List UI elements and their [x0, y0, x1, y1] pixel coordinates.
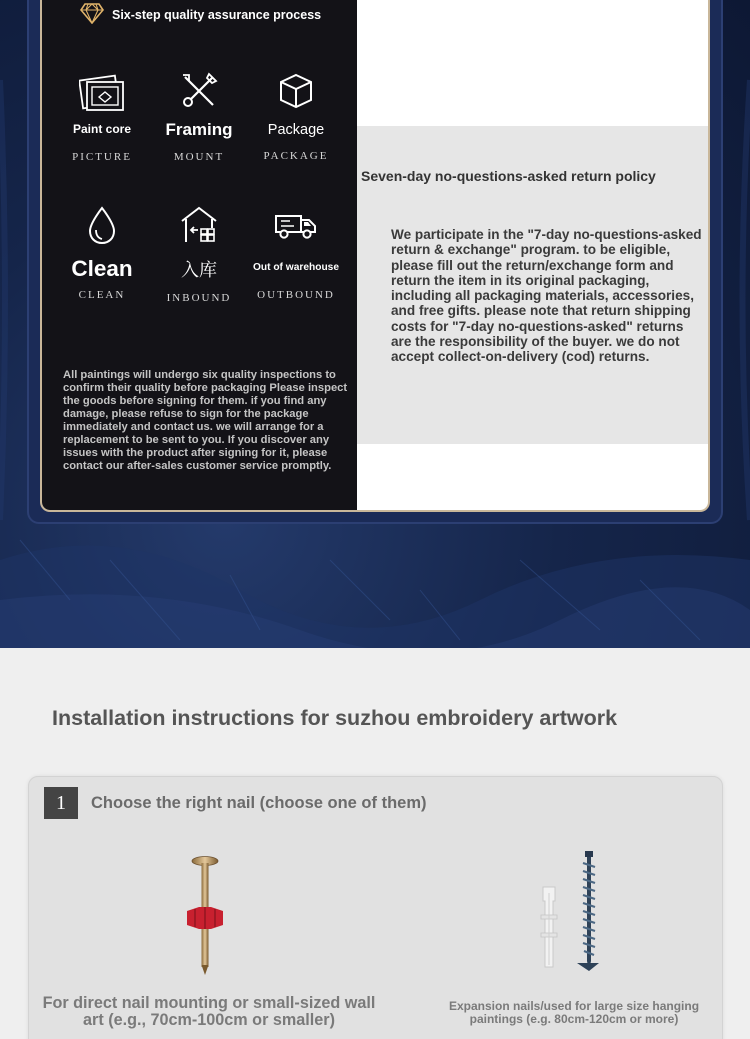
step-label: Clean — [71, 256, 133, 281]
step-sublabel: MOUNT — [173, 151, 225, 163]
white-area — [357, 0, 710, 126]
water-drop-icon — [79, 202, 125, 248]
step-number-badge: 1 — [44, 787, 78, 819]
step-framing — [144, 68, 254, 163]
nail-option-b-caption: Expansion nails/used for large size hanging paintings (e.g. 80cm-120cm or more) — [448, 999, 700, 1026]
qa-title: Six-step quality assurance process — [112, 8, 322, 22]
step-title: Choose the right nail (choose one of them) — [91, 794, 427, 812]
box-icon — [273, 68, 319, 114]
steel-nail-icon — [181, 855, 231, 979]
diamond-icon — [80, 2, 104, 28]
step-clean — [47, 202, 157, 301]
step-label: 入库 — [181, 260, 217, 281]
step-inbound — [144, 202, 254, 304]
step-sublabel: INBOUND — [166, 292, 232, 304]
quality-panel — [42, 0, 357, 510]
qa-note: All paintings will undergo six quality inspections to confirm their quality before packaging Please inspect the goods before signing for them. if you find any damage, please refuse to sign for the package immediately and contact us. we will arrange for a replacement to be sent to you. If you discover any issues with the product after signing for it, please contact our after-sales customer service promptly. — [63, 369, 348, 472]
step-label: Framing — [165, 120, 233, 139]
step-outbound — [241, 202, 351, 301]
step-label: Out of warehouse — [252, 262, 340, 273]
expansion-screw-icon — [531, 849, 611, 978]
tools-icon — [176, 68, 222, 114]
picture-frame-icon — [79, 68, 125, 114]
nail-option-a-caption: For direct nail mounting or small-sized wall art (e.g., 70cm-100cm or smaller) — [42, 994, 376, 1029]
return-policy-title: Seven-day no-questions-asked return policy — [361, 168, 656, 184]
warehouse-icon — [176, 202, 222, 248]
installation-title: Installation instructions for suzhou embroidery artwork — [52, 706, 618, 730]
step-package — [241, 68, 351, 162]
step-sublabel: PICTURE — [72, 151, 132, 163]
step-sublabel: PACKAGE — [263, 150, 329, 162]
inner-frame — [40, 0, 710, 512]
step-paint-core — [47, 68, 157, 163]
delivery-truck-icon — [273, 202, 319, 248]
return-policy-text: We participate in the "7-day no-questions-asked return & exchange" program. to be eligible, please fill out the return/exchange form and return the item in its original packaging, including all packaging materials, accessories, and free gifts. please note that return shipping costs for "7-day no-questions-asked" returns are the responsibility of the buyer. we do not accept collect-on-delivery (cod) returns. — [391, 227, 702, 365]
step-label: Paint core — [72, 122, 132, 136]
return-policy-panel — [357, 126, 710, 444]
qa-title-row — [80, 2, 321, 28]
outer-frame — [27, 0, 723, 524]
step-label: Package — [267, 122, 325, 138]
step-sublabel: OUTBOUND — [257, 289, 335, 301]
installation-step-card — [28, 776, 723, 1039]
step-sublabel: CLEAN — [78, 289, 126, 301]
